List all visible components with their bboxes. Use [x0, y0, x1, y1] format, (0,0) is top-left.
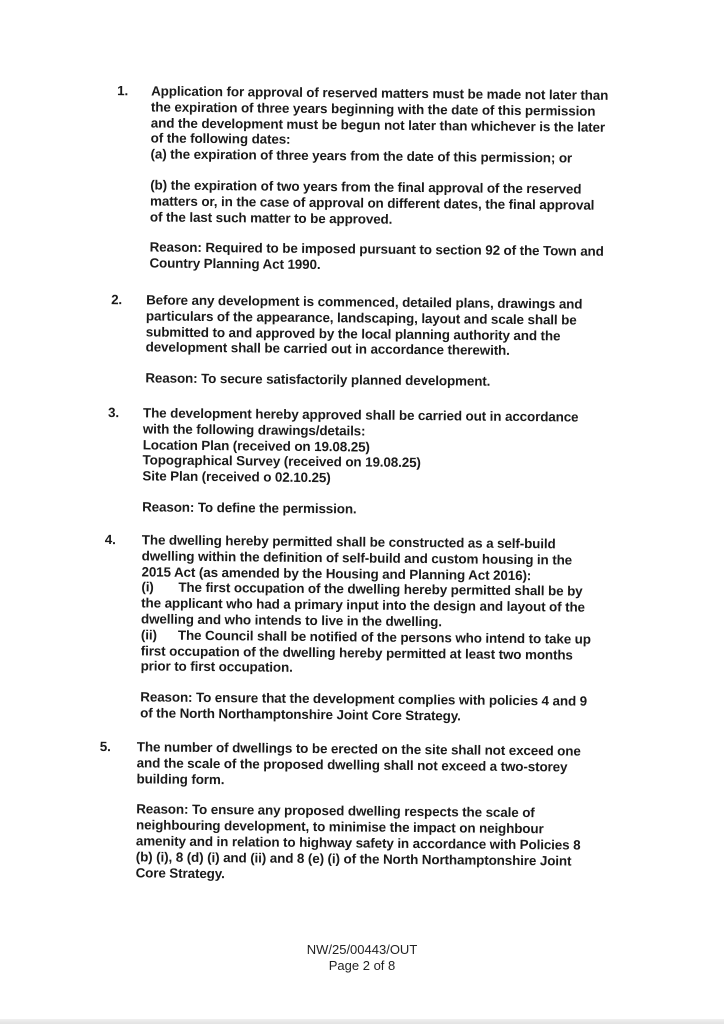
condition-text-line: first occupation of the dwelling hereby permitted at least two months	[140, 642, 573, 663]
condition-text-line: Reason: To ensure that the development complies with policies 4 and 9	[140, 689, 588, 709]
page-footer	[0, 942, 724, 974]
condition-text-line: with the following drawings/details:	[142, 421, 366, 439]
condition-body	[149, 83, 608, 275]
scan-edge	[0, 1019, 724, 1024]
document-reference: NW/25/00443/OUT	[306, 942, 418, 957]
condition-number: 3.	[107, 405, 120, 421]
condition-number: 5.	[99, 738, 111, 755]
condition-text-line: of the last such matter to be approved.	[149, 209, 393, 227]
condition-text-line: and the development must be begun not later than whichever is the later	[150, 115, 606, 135]
condition-text-line: Country Planning Act 1990.	[149, 255, 321, 273]
condition-text-line: (ii) The Council shall be notified of the persons who intend to take up	[140, 627, 591, 647]
page-number: Page 2 of 8	[328, 958, 396, 973]
condition-text-line: amenity and in relation to highway safety in accordance with Policies 8	[135, 833, 581, 853]
condition-body	[142, 405, 578, 519]
condition-text-line: building form.	[136, 770, 225, 787]
condition-text-line: The dwelling hereby permitted shall be constructed as a self-build	[141, 532, 556, 552]
condition-text-line: neighbouring development, to minimise the impact on neighbour	[136, 817, 544, 837]
condition-text-line: of the North Northamptonshire Joint Core Strategy.	[140, 705, 461, 724]
condition-text-line: dwelling and who intends to live in the dwelling.	[140, 611, 442, 630]
condition-text-line: (i) The first occupation of the dwelling hereby permitted shall be by	[141, 579, 583, 600]
condition-text-line: The development hereby approved shall be carried out in accordance	[142, 405, 579, 425]
condition-number: 2.	[111, 292, 123, 308]
condition-text-line: (b) (i), 8 (d) (i) and (ii) and 8 (e) (i) of the North Northamptonshire Joint	[135, 849, 572, 869]
condition-text-line: particulars of the appearance, landscaping, layout and scale shall be	[145, 308, 577, 328]
condition-body	[140, 532, 592, 725]
condition-text-line: of the following dates:	[150, 130, 291, 148]
condition-text-line: Site Plan (received o 02.10.25)	[142, 468, 331, 486]
condition-text-line: Reason: To define the permission.	[142, 499, 357, 517]
condition-text-line: 2015 Act (as amended by the Housing and Planning Act 2016):	[141, 563, 532, 583]
condition-text-line: Location Plan (received on 19.08.25)	[142, 436, 370, 455]
condition-text-line: The number of dwellings to be erected on the site shall not exceed one	[136, 739, 581, 759]
condition-text-line: (a) the expiration of three years from the date of this permission; or	[150, 146, 573, 166]
condition-number: 4.	[104, 532, 116, 548]
condition-text-line: development shall be carried out in accordance therewith.	[145, 339, 510, 359]
condition-text-line: and the scale of the proposed dwelling shall not exceed a two-storey	[136, 755, 568, 775]
condition-text-line: Core Strategy.	[135, 864, 225, 881]
condition-text-line: Topographical Survey (received on 19.08.25)	[142, 452, 421, 471]
condition-text-line: matters or, in the case of approval on different dates, the final approval	[150, 193, 595, 213]
condition-text-line: Reason: To ensure any proposed dwelling respects the scale of	[136, 801, 535, 821]
condition-text-line: the expiration of three years beginning with the date of this permission	[150, 99, 596, 119]
condition-body	[145, 292, 582, 390]
condition-text-line: Reason: Required to be imposed pursuant to section 92 of the Town and	[149, 239, 604, 260]
condition-text-line: submitted to and approved by the local planning authority and the	[145, 324, 561, 343]
condition-number: 1.	[117, 83, 129, 99]
condition-text-line: Application for approval of reserved matters must be made not later than	[151, 83, 609, 103]
condition-text-line: prior to first occupation.	[140, 658, 293, 676]
condition-text-line: the applicant who had a primary input into the design and layout of the	[141, 595, 586, 615]
condition-text-line: Before any development is commenced, detailed plans, drawings and	[146, 292, 583, 312]
condition-text-line: Reason: To secure satisfactorily planned development.	[145, 370, 491, 389]
condition-text-line: (b) the expiration of two years from the final approval of the reserved	[150, 177, 582, 197]
condition-text-line: dwelling within the definition of self-build and custom housing in the	[141, 548, 573, 568]
condition-body	[136, 739, 582, 885]
